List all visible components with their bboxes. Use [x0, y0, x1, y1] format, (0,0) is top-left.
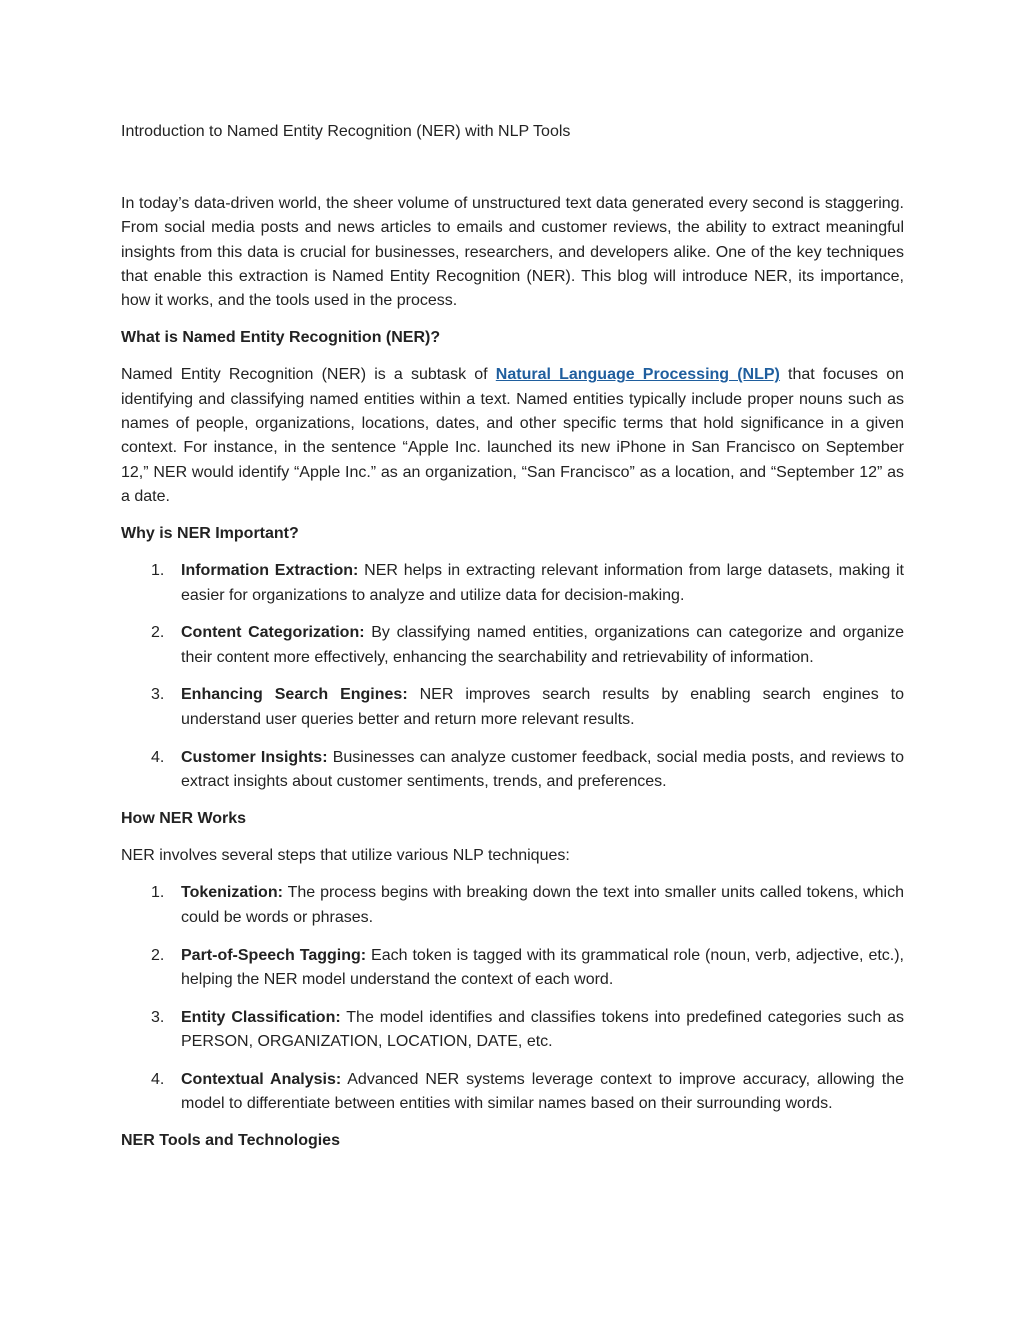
list-item-text: Businesses can analyze customer feedback, social media posts, and reviews to extract insights about customer sentiments, trends, and preferences.	[181, 748, 904, 790]
list-item	[121, 683, 904, 732]
document-body	[121, 119, 904, 1166]
list-item	[121, 1006, 904, 1055]
list-item-number: 3.	[151, 1008, 165, 1026]
list-item-text: Each token is tagged with its grammatical role (noun, verb, adjective, etc.), helping the NER model understand the context of each word.	[181, 946, 905, 988]
list-item-number: 4.	[151, 748, 165, 766]
nlp-link[interactable]: Natural Language Processing (NLP)	[495, 366, 780, 384]
heading-what-is-ner: What is Named Entity Recognition (NER)?	[121, 329, 441, 347]
list-item	[121, 746, 904, 795]
list-item-term: Content Categorization:	[181, 624, 365, 642]
list-item-term: Customer Insights:	[181, 748, 328, 766]
list-item-term: Enhancing Search Engines:	[181, 686, 408, 704]
list-item-text: NER helps in extracting relevant information from large datasets, making it easier for organizations to analyze and utilize data for decision-making.	[181, 562, 905, 604]
list-item-number: 2.	[151, 946, 165, 964]
list-item-term: Part-of-Speech Tagging:	[181, 946, 367, 964]
list-item-number: 1.	[151, 884, 165, 902]
intro-paragraph: In today’s data-driven world, the sheer volume of unstructured text data generated every second is staggering. From social media posts and news articles to emails and customer reviews, the ability to extract meaningful insights from this data is crucial for businesses, researchers, and developers alike. One of the key techniques that enable this extraction is Named Entity Recognition (NER). This blog will introduce NER, its importance, how it works, and the tools used in the process.	[121, 195, 904, 310]
list-item-text: NER improves search results by enabling search engines to understand user queries better and return more relevant results.	[181, 686, 905, 728]
list-item-text: Advanced NER systems leverage context to improve accuracy, allowing the model to differentiate between entities with similar names based on their surrounding words.	[181, 1070, 905, 1113]
list-item-term: Tokenization:	[181, 884, 283, 902]
list-item-term: Information Extraction:	[181, 562, 359, 580]
heading-why-ner-important: Why is NER Important?	[121, 525, 299, 543]
list-item-number: 4.	[151, 1070, 165, 1088]
heading-ner-tools: NER Tools and Technologies	[121, 1132, 340, 1150]
list-item	[121, 621, 904, 670]
list-item-text: The process begins with breaking down the text into smaller units called tokens, which could be words or phrases.	[181, 884, 904, 926]
list-item	[121, 881, 904, 930]
list-item-number: 1.	[151, 562, 165, 580]
list-item	[121, 559, 904, 608]
heading-how-ner-works: How NER Works	[121, 810, 247, 828]
what-is-text-before-link: Named Entity Recognition (NER) is a subtask of	[121, 366, 496, 384]
list-item-number: 3.	[151, 686, 165, 704]
what-is-text-after-link: that focuses on identifying and classifying named entities within a text. Named entities typically include proper nouns such as names of people, organizations, locations, dates, and other specific terms that hold significance in a given context. For instance, in the sentence “Apple Inc. launched its new iPhone in San Francisco on September 12,” NER would identify “Apple Inc.” as an organization, “San Francisco” as a location, and “September 12” as a date.	[121, 366, 904, 505]
list-item-term: Contextual Analysis:	[181, 1070, 342, 1088]
list-item-text: The model identifies and classifies tokens into predefined categories such as PERSON, ORGANIZATION, LOCATION, DATE, etc.	[181, 1008, 905, 1050]
list-item-term: Entity Classification:	[181, 1008, 341, 1026]
how-list	[121, 881, 904, 1116]
what-is-paragraph	[121, 363, 904, 509]
how-intro-paragraph: NER involves several steps that utilize various NLP techniques:	[121, 847, 570, 865]
why-list	[121, 559, 904, 794]
list-item	[121, 944, 904, 993]
document-title: Introduction to Named Entity Recognition (NER) with NLP Tools	[121, 123, 571, 140]
list-item	[121, 1068, 904, 1117]
list-item-number: 2.	[151, 624, 165, 642]
list-item-text: By classifying named entities, organizations can categorize and organize their content more effectively, enhancing the searchability and retrievability of information.	[181, 624, 904, 666]
